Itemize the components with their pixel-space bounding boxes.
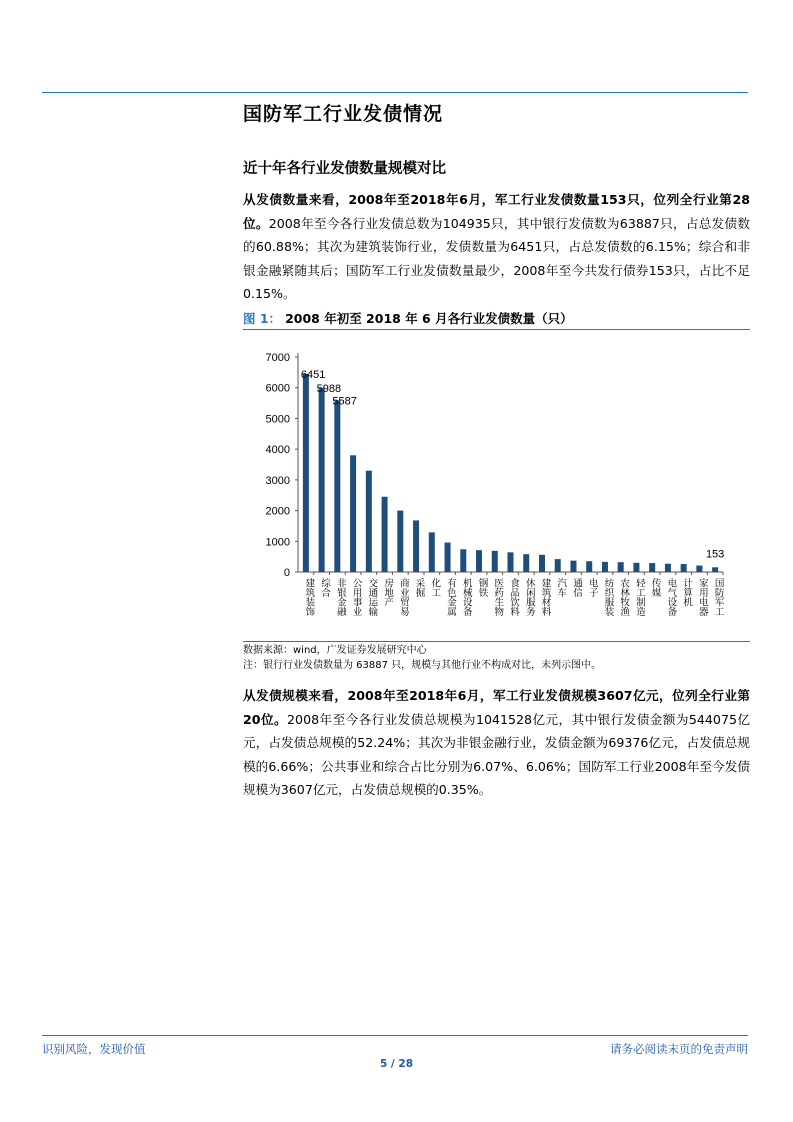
bar [397,511,403,572]
x-tick-label: 电子 [586,578,598,597]
y-tick-label: 6000 [265,382,290,395]
y-tick-label: 7000 [265,352,290,364]
bar [413,520,419,572]
paragraph-issuance-count [243,188,750,306]
y-tick-label: 1000 [265,536,290,549]
bar [555,559,561,572]
x-tick-label: 轻工制造 [633,578,645,616]
bar [445,543,451,572]
bar-chart [243,340,750,640]
x-tick-label: 农林牧渔 [618,578,630,616]
bar [523,554,529,572]
bar [539,555,545,572]
x-tick-label: 电气设备 [665,578,677,616]
x-tick-label: 综合 [319,578,331,597]
y-tick-label: 0 [283,567,290,579]
figure-label: 图 1： [243,311,282,326]
x-tick-label: 钢铁 [476,578,488,597]
x-tick-label: 机械设备 [460,578,472,616]
y-tick-label: 2000 [265,505,290,518]
bar [633,563,639,572]
x-tick-label: 采掘 [413,578,425,597]
figure-note: 注：银行行业发债数量为 63887 只，规模与其他行业不构成对比，未列示图中。 [243,660,602,671]
x-tick-label: 商业贸易 [397,578,409,616]
x-tick-label: 汽车 [555,578,567,597]
y-tick-label: 4000 [265,444,290,457]
bar [334,400,340,572]
x-tick-label: 医药生物 [492,578,504,616]
bar [429,532,435,572]
footer-rule [42,1035,748,1036]
bar [570,561,576,572]
bar [303,374,309,572]
figure-caption [243,308,750,330]
x-tick-label: 家用电器 [696,578,708,616]
page-number: 5 / 28 [379,1058,414,1070]
x-tick-label: 房地产 [382,578,394,607]
x-tick-label: 通信 [570,578,582,597]
bar [366,471,372,572]
x-tick-label: 公用事业 [350,578,362,616]
bar [350,455,356,572]
data-label: 5587 [332,395,357,408]
paragraph-issuance-scale [243,684,750,802]
x-tick-label: 非银金融 [334,578,346,616]
figure-rule [243,641,750,642]
x-tick-label: 建筑材料 [539,578,551,616]
bar [460,549,466,572]
y-tick-label: 5000 [265,413,290,426]
footer-slogan: 识别风险，发现价值 [42,1042,146,1056]
paragraph-lead: 从发债数量来看，2008年至2018年6月，军工行业发债数量153只，位列全行业第28位。 [243,192,750,231]
x-tick-label: 传媒 [649,578,661,597]
bar [319,388,325,572]
paragraph-body: 2008年至今各行业发债总规模为1041528亿元，其中银行发债金额为544075亿元，占发债总规模的52.24%；其次为非银金融行业，发债金额为69376亿元，占发债总规模的6.66%；公共事业和综合占比分别为6.07%、6.06%；国防军工行业2008年至今发债规模为3607亿元，占发债总规模的0.35%。 [243,711,751,797]
section-title: 国防军工行业发债情况 [243,103,444,125]
paragraph-body: 2008年至今各行业发债总数为104935只，其中银行发债数为63887只，占总发债数的60.88%；其次为建筑装饰行业，发债数量为6451只，占总发债数的6.15%；综合和非银金融紧随其后；国防军工行业发债数量最少，2008年至今共发行债券153只，占比不足0.15%。 [243,215,750,301]
x-tick-label: 国防军工 [712,578,724,616]
x-tick-label: 食品饮料 [508,578,519,616]
paragraph-lead: 从发债规模来看，2008年至2018年6月，军工行业发债规模3607亿元，位列全行业第20位。 [243,688,750,727]
header-rule [42,92,748,93]
bar [382,497,388,572]
bar-chart-svg [243,340,750,640]
footer-disclaimer-link[interactable]: 请务必阅读末页的免责声明 [610,1042,748,1056]
bar [681,564,687,572]
x-tick-label: 休闲服务 [523,578,535,616]
bar [696,566,702,572]
bar [649,563,655,572]
data-label: 5988 [316,383,342,396]
x-tick-label: 有色金属 [445,578,457,616]
bar [508,552,514,572]
x-tick-label: 纺织服装 [602,578,614,616]
data-source: 数据来源：wind，广发证券发展研究中心 [243,645,427,656]
bar [602,562,608,572]
bar [586,561,592,572]
bar [618,562,624,572]
bar [665,564,671,572]
x-tick-label: 建筑装饰 [303,578,315,616]
bar [492,551,498,572]
x-tick-label: 计算机 [681,578,693,607]
x-tick-label: 化工 [429,578,441,597]
data-label: 6451 [300,368,326,381]
figure-title: 2008 年初至 2018 年 6 月各行业发债数量（只） [285,311,573,326]
data-label: 153 [705,548,725,561]
subsection-title: 近十年各行业发债数量规模对比 [243,161,446,177]
bar [476,550,482,572]
y-tick-label: 3000 [265,474,290,487]
bar [712,567,718,572]
x-tick-label: 交通运输 [366,578,378,616]
